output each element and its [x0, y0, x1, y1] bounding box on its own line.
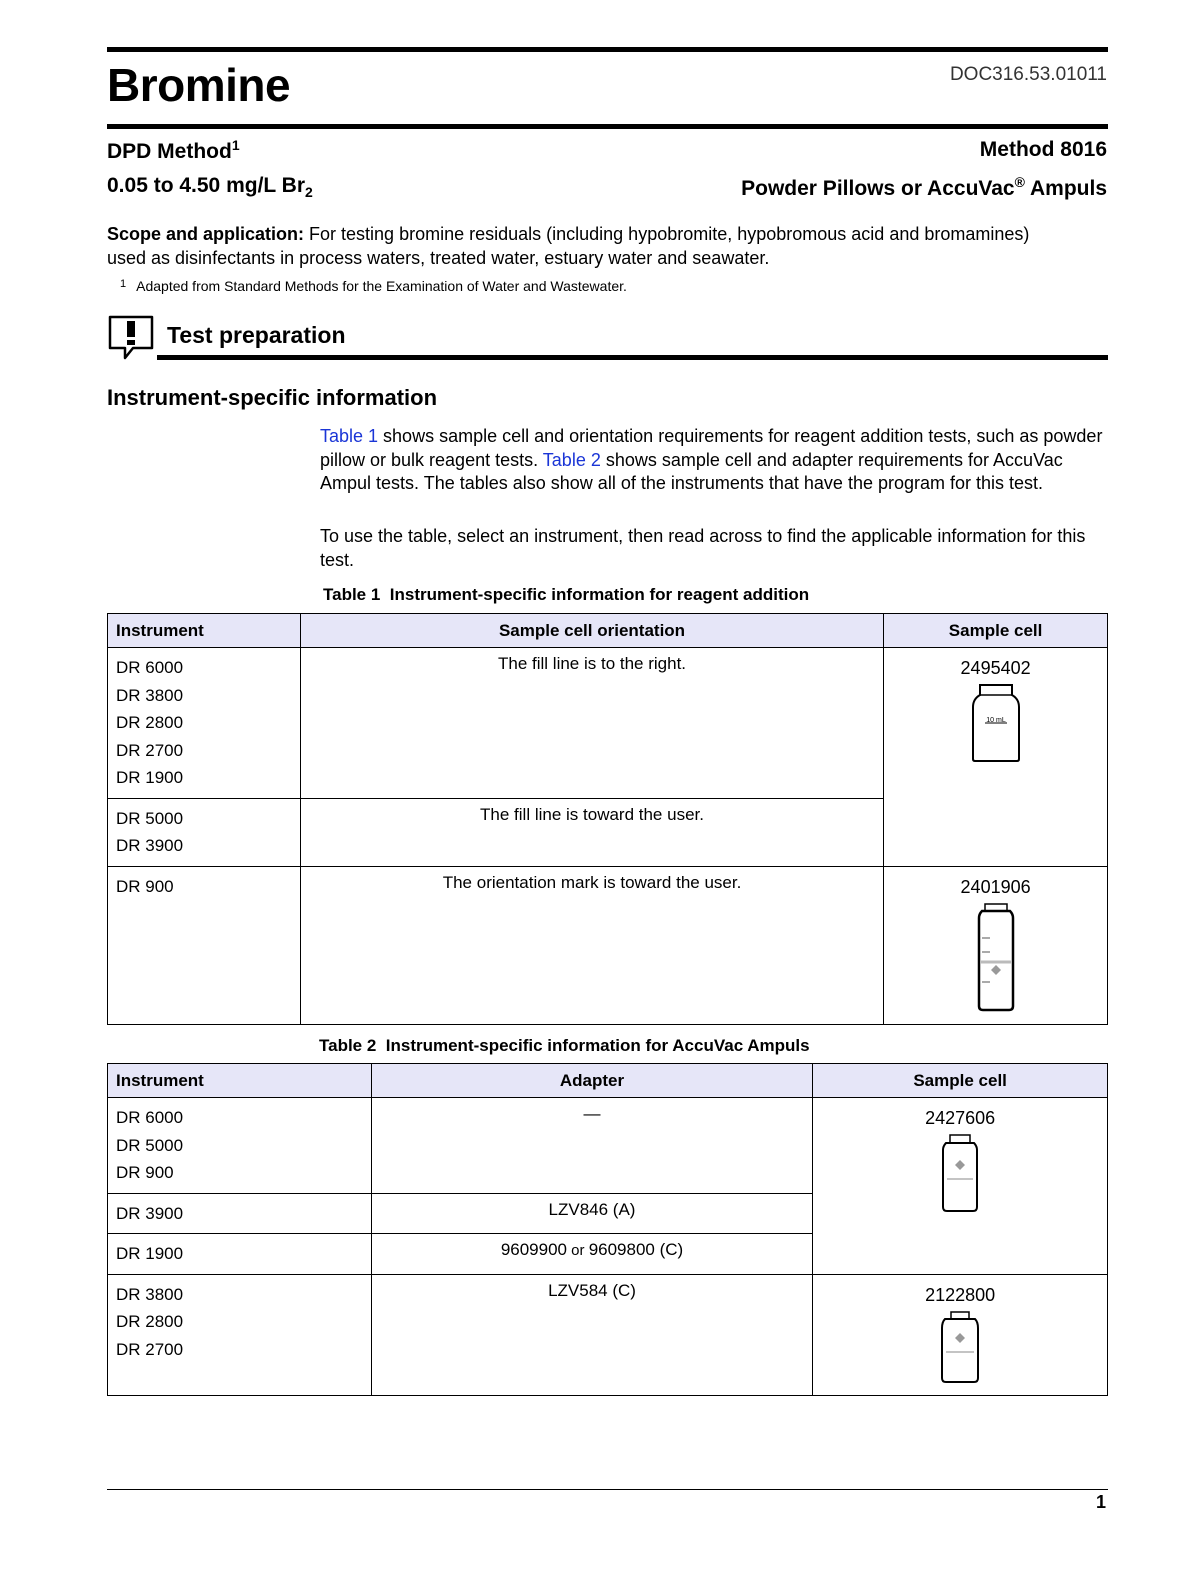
table-row	[108, 1098, 1108, 1194]
table2-header-row	[108, 1064, 1108, 1098]
table2-caption: Table 2 Instrument-specific information for AccuVac Ampuls	[319, 1036, 810, 1055]
subsection-heading: Instrument-specific information	[107, 385, 438, 410]
scope-text: For testing bromine residuals (including hypobromite, hypobromous acid and bromamines) used as disinfectants in process waters, treated water, estuary water and seawater.	[107, 224, 1030, 268]
instrument-cell: DR 6000 DR 5000 DR 900	[108, 1098, 372, 1194]
adapter-cell: LZV584 (C)	[371, 1274, 813, 1395]
sample-cell	[813, 1274, 1108, 1395]
instrument-cell: DR 3800 DR 2800 DR 2700	[108, 1274, 372, 1395]
table1-col-orientation: Sample cell orientation	[300, 614, 883, 648]
orientation-cell: The orientation mark is toward the user.	[300, 866, 883, 1024]
instrument-cell: DR 5000 DR 3900	[108, 798, 301, 866]
usage-paragraph: To use the table, select an instrument, then read across to find the applicable information for this test.	[320, 526, 1086, 570]
sample-cell-number: 2495402	[960, 658, 1031, 678]
sample-cell	[813, 1098, 1108, 1275]
page-title: Bromine	[107, 59, 291, 111]
sample-cell-number: 2427606	[925, 1108, 996, 1128]
adapter-cell: 9609900 or 9609800 (C)	[371, 1234, 813, 1275]
orientation-cell: The fill line is to the right.	[300, 648, 883, 799]
warning-note-icon	[107, 314, 155, 362]
sample-cell-number: 2122800	[925, 1284, 996, 1305]
table-row	[108, 1274, 1108, 1395]
sample-cell-vial-icon	[976, 902, 1016, 1012]
table1-header-row	[108, 614, 1108, 648]
table2-link[interactable]: Table 2	[542, 449, 601, 470]
method-number: Method 8016	[979, 138, 1107, 161]
footnote-number: 1	[120, 278, 127, 290]
table2	[107, 1063, 1108, 1396]
instrument-cell: DR 900	[108, 866, 301, 1024]
sample-cell-bottle-icon	[971, 683, 1021, 763]
section-rule	[157, 355, 1108, 360]
method-footnote-ref: 1	[231, 137, 240, 153]
sample-cell-number: 2401906	[960, 876, 1031, 897]
table-row	[108, 648, 1108, 799]
table-row	[108, 866, 1108, 1024]
sample-cell	[884, 866, 1108, 1024]
table1	[107, 613, 1108, 1025]
title-rule	[107, 124, 1108, 129]
format-text: Powder Pillows or AccuVac® Ampuls	[741, 174, 1107, 200]
table1-caption: Table 1 Instrument-specific information for reagent addition	[323, 585, 810, 604]
footer-rule	[107, 1489, 1108, 1490]
range-subscript: 2	[305, 184, 313, 201]
table2-col-adapter: Adapter	[371, 1064, 813, 1098]
table1-link[interactable]: Table 1	[320, 426, 379, 446]
table2-col-cell: Sample cell	[813, 1064, 1108, 1098]
instrument-cell: DR 1900	[108, 1234, 372, 1275]
footnote-text: Adapted from Standard Methods for the Examination of Water and Wastewater.	[136, 278, 627, 294]
intro-paragraph: Table 1 shows sample cell and orientation requirements for reagent addition tests, such as powder pillow or bulk reagent tests. Table 2 shows sample cell and adapter requirements for AccuVac Ampul tests. The tables also show all of the instruments that have the program for this test.	[320, 426, 1103, 493]
accuvac-cell-icon	[940, 1310, 980, 1384]
method-name: DPD Method$^1$	[107, 137, 240, 163]
table1-col-cell: Sample cell	[884, 614, 1108, 648]
orientation-cell: The fill line is toward the user.	[300, 798, 883, 866]
table2-col-instrument: Instrument	[108, 1064, 372, 1098]
footnote	[120, 278, 627, 294]
range-text: 0.05 to 4.50 mg/L $Br_2$	[107, 174, 313, 201]
accuvac-cell-icon	[940, 1133, 980, 1213]
section-title: Test preparation	[167, 322, 346, 348]
svg-text:10 mL: 10 mL	[985, 717, 1006, 724]
sample-cell	[884, 648, 1108, 867]
adapter-cell: —	[371, 1098, 813, 1194]
doc-number: DOC316.53.01011	[949, 64, 1107, 85]
scope-label: Scope and application:	[107, 224, 305, 244]
table1-col-instrument: Instrument	[108, 614, 301, 648]
instrument-cell: DR 3900	[108, 1193, 372, 1234]
top-rule	[107, 47, 1108, 52]
adapter-cell: LZV846 (A)	[371, 1193, 813, 1234]
scope-paragraph	[107, 222, 1067, 270]
page-number: 1	[1095, 1492, 1106, 1512]
instrument-cell: DR 6000 DR 3800 DR 2800 DR 2700 DR 1900	[108, 648, 301, 799]
